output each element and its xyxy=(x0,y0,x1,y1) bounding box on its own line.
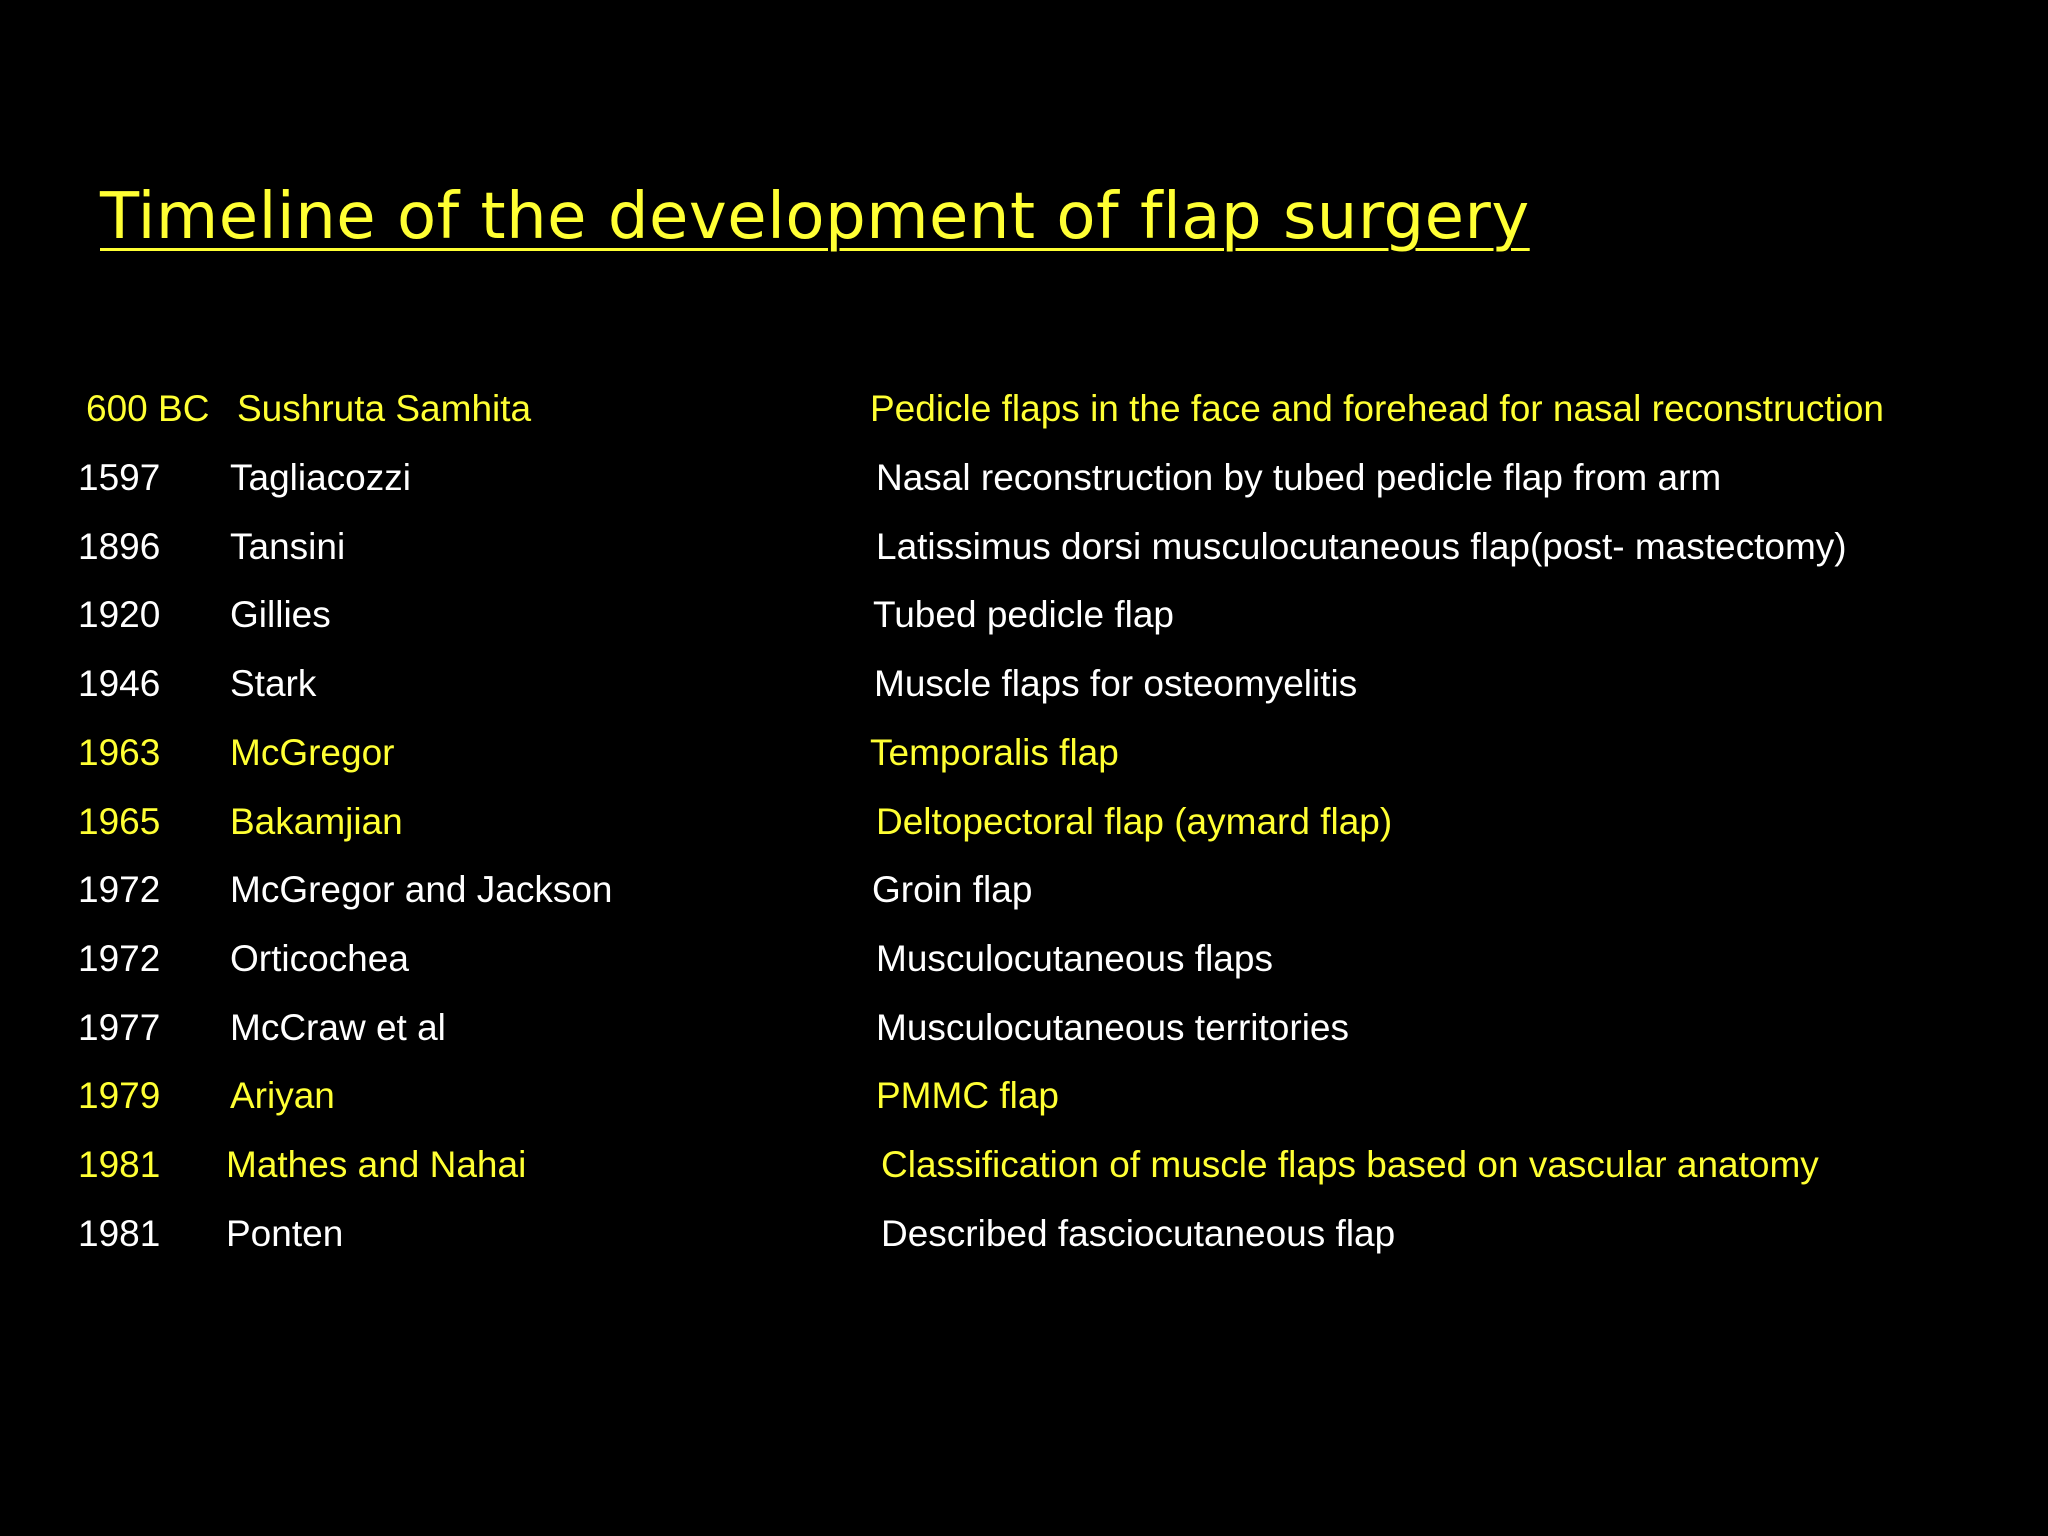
timeline-name: Tansini xyxy=(230,526,346,567)
timeline-contribution: Latissimus dorsi musculocutaneous flap(post- mastectomy) xyxy=(876,526,1847,567)
timeline-name: McGregor and Jackson xyxy=(230,869,613,910)
timeline-row xyxy=(0,388,2048,448)
timeline-row xyxy=(0,869,2048,929)
timeline-row xyxy=(0,1144,2048,1204)
timeline-year: 1963 xyxy=(78,732,161,773)
timeline-row xyxy=(0,594,2048,654)
timeline-name: Ariyan xyxy=(230,1075,335,1116)
timeline-contribution: Tubed pedicle flap xyxy=(873,594,1175,635)
timeline-contribution: Groin flap xyxy=(872,869,1033,910)
timeline-contribution: Described fasciocutaneous flap xyxy=(881,1213,1396,1254)
timeline-row xyxy=(0,801,2048,861)
timeline-row xyxy=(0,663,2048,723)
timeline-name: Ponten xyxy=(226,1213,344,1254)
timeline-row xyxy=(0,1007,2048,1067)
timeline-row xyxy=(0,1213,2048,1273)
timeline-contribution: Classification of muscle flaps based on vascular anatomy xyxy=(881,1144,1819,1185)
timeline-contribution: Muscle flaps for osteomyelitis xyxy=(874,663,1358,704)
timeline-year: 1920 xyxy=(78,594,161,635)
timeline-name: Mathes and Nahai xyxy=(226,1144,527,1185)
timeline-year: 1896 xyxy=(78,526,161,567)
timeline-contribution: Musculocutaneous territories xyxy=(876,1007,1349,1048)
timeline-name: Orticochea xyxy=(230,938,409,979)
timeline-row xyxy=(0,938,2048,998)
timeline-name: Gillies xyxy=(230,594,331,635)
timeline-name: McGregor xyxy=(230,732,395,773)
timeline-name: McCraw et al xyxy=(230,1007,446,1048)
timeline-contribution: Nasal reconstruction by tubed pedicle flap from arm xyxy=(876,457,1722,498)
timeline-name: Stark xyxy=(230,663,317,704)
timeline-year: 1979 xyxy=(78,1075,161,1116)
timeline-row xyxy=(0,457,2048,517)
timeline-year: 1981 xyxy=(78,1213,161,1254)
timeline-year: 1946 xyxy=(78,663,161,704)
timeline-year: 1972 xyxy=(78,938,161,979)
timeline-contribution: Deltopectoral flap (aymard flap) xyxy=(876,801,1393,842)
timeline-year: 1977 xyxy=(78,1007,161,1048)
timeline-contribution: PMMC flap xyxy=(876,1075,1059,1116)
timeline-year: 1972 xyxy=(78,869,161,910)
timeline-contribution: Temporalis flap xyxy=(870,732,1119,773)
timeline-row xyxy=(0,732,2048,792)
timeline-row xyxy=(0,526,2048,586)
timeline-year: 1597 xyxy=(78,457,161,498)
timeline-name: Tagliacozzi xyxy=(230,457,411,498)
timeline-contribution: Pedicle flaps in the face and forehead for nasal reconstruction xyxy=(870,388,1885,429)
timeline-year: 1965 xyxy=(78,801,161,842)
timeline-name: Bakamjian xyxy=(230,801,403,842)
timeline-contribution: Musculocutaneous flaps xyxy=(876,938,1273,979)
slide-title: Timeline of the development of flap surgery xyxy=(100,180,1530,254)
timeline-name: Sushruta Samhita xyxy=(237,388,532,429)
timeline-year: 1981 xyxy=(78,1144,161,1185)
timeline-year: 600 BC xyxy=(86,388,210,429)
timeline-row xyxy=(0,1075,2048,1135)
